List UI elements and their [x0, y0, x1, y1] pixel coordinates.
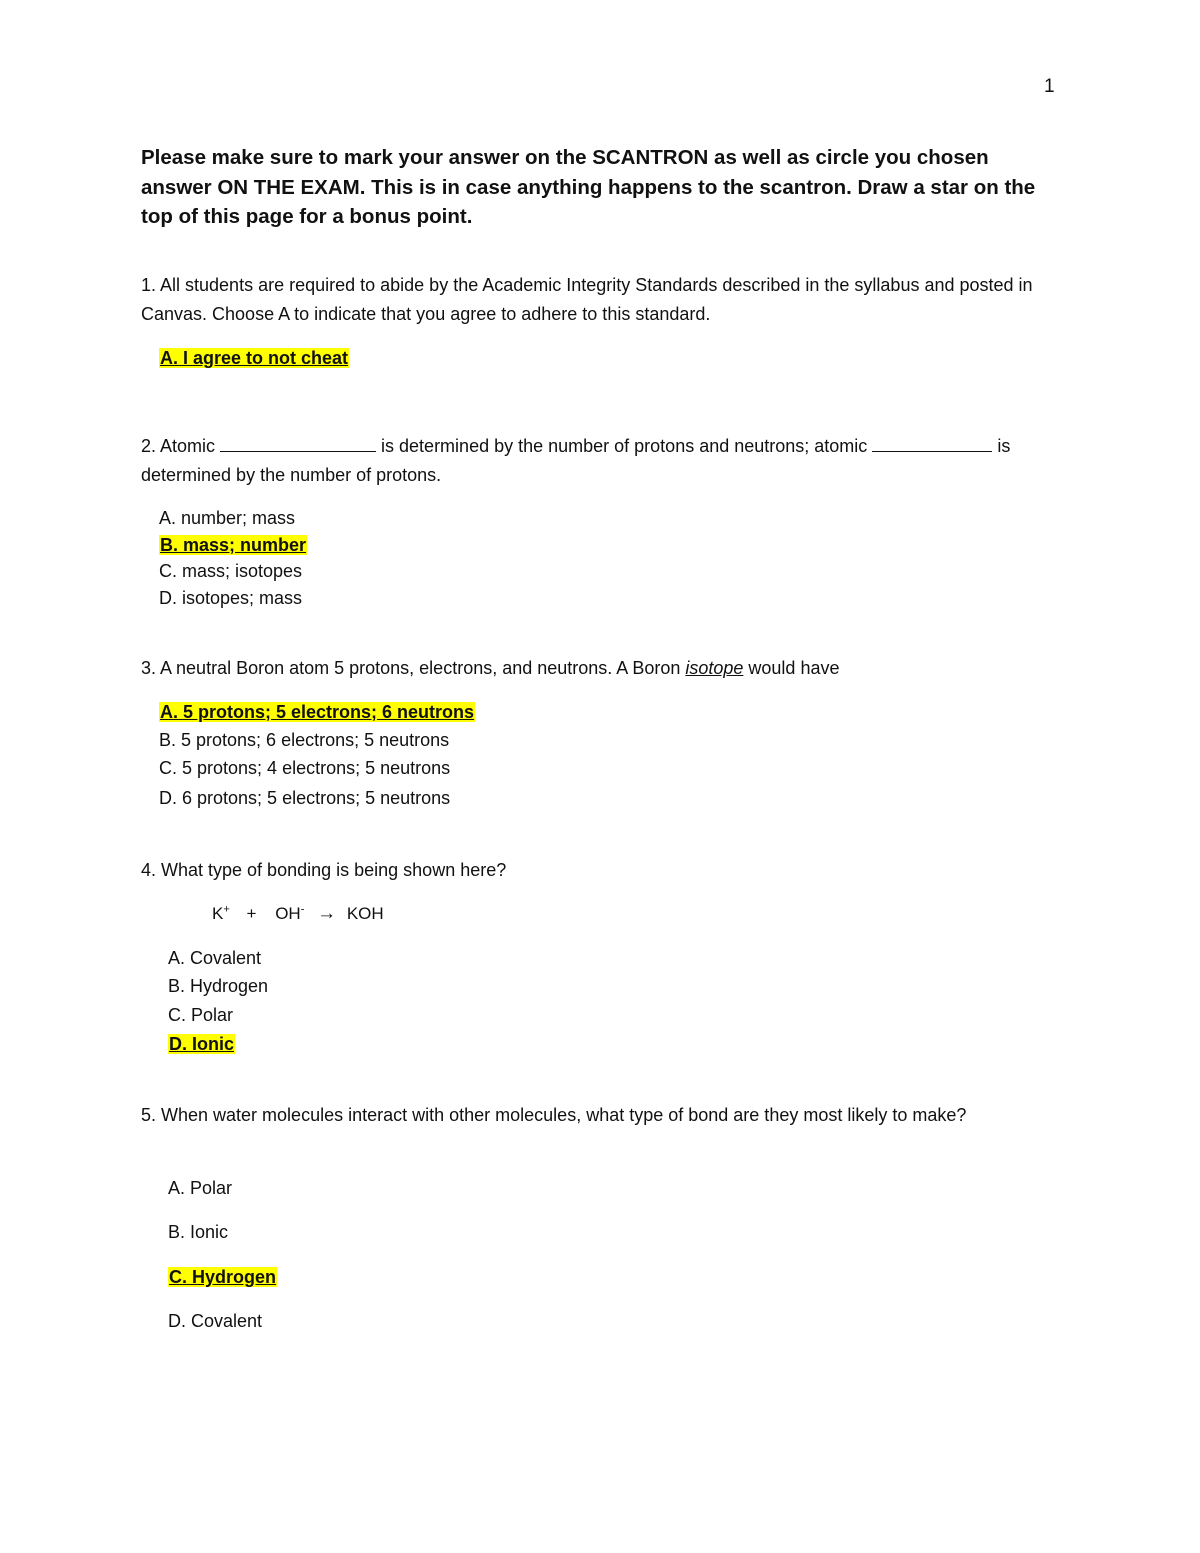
answer-blank — [220, 433, 376, 452]
q2-option-c: C. mass; isotopes — [159, 561, 303, 581]
exam-instructions: Please make sure to mark your answer on the SCANTRON as well as circle you chosen answer ON THE EXAM. This is in case anything happens to the scantron. Draw a star on the top of this page for a bonus point. — [141, 146, 1036, 228]
correct-answer-highlight: B. mass; number — [160, 535, 307, 555]
reaction-arrow-icon: → — [317, 903, 337, 924]
q5-option-c — [168, 1264, 277, 1290]
q5-option-b: B. Ionic — [168, 1222, 229, 1242]
q1-option-a — [159, 345, 349, 371]
q3-option-c: C. 5 protons; 4 electrons; 5 neutrons — [159, 758, 451, 778]
q2-option-a: A. number; mass — [159, 508, 296, 528]
isotope-word: isotope — [685, 658, 744, 678]
q2-option-b — [159, 532, 307, 558]
answer-blank — [872, 433, 992, 452]
q4-option-a: A. Covalent — [168, 948, 262, 968]
q4-option-c: C. Polar — [168, 1005, 234, 1025]
question-5-text: 5. When water molecules interact with other molecules, what type of bond are they most likely to make? — [141, 1105, 967, 1125]
correct-answer-highlight: A. 5 protons; 5 electrons; 6 neutrons — [160, 702, 475, 722]
q4-option-b: B. Hydrogen — [168, 976, 269, 996]
correct-answer-highlight: A. I agree to not cheat — [160, 348, 349, 368]
q3-option-d: D. 6 protons; 5 electrons; 5 neutrons — [159, 788, 451, 808]
chemical-equation: K+ + OH- → KOH — [212, 903, 384, 924]
correct-answer-highlight: D. Ionic — [169, 1034, 235, 1054]
question-3-text: 3. A neutral Boron atom 5 protons, electrons, and neutrons. A Boron isotope would have — [141, 658, 840, 678]
q3-option-a — [159, 699, 475, 725]
q2-option-d: D. isotopes; mass — [159, 588, 303, 608]
q5-option-a: A. Polar — [168, 1178, 233, 1198]
page-number: 1 — [1044, 76, 1055, 97]
correct-answer-highlight: C. Hydrogen — [169, 1267, 277, 1287]
question-4-text: 4. What type of bonding is being shown here? — [141, 860, 507, 880]
question-2-text: 2. Atomic is determined by the number of protons and neutrons; atomic is determined by the number of protons. — [141, 432, 1071, 489]
q4-option-d — [168, 1031, 235, 1057]
question-1-text: 1. All students are required to abide by the Academic Integrity Standards described in the syllabus and posted in Canvas. Choose A to indicate that you agree to adhere to this standard. — [141, 275, 1033, 324]
q3-option-b: B. 5 protons; 6 electrons; 5 neutrons — [159, 730, 450, 750]
q5-option-d: D. Covalent — [168, 1311, 263, 1331]
